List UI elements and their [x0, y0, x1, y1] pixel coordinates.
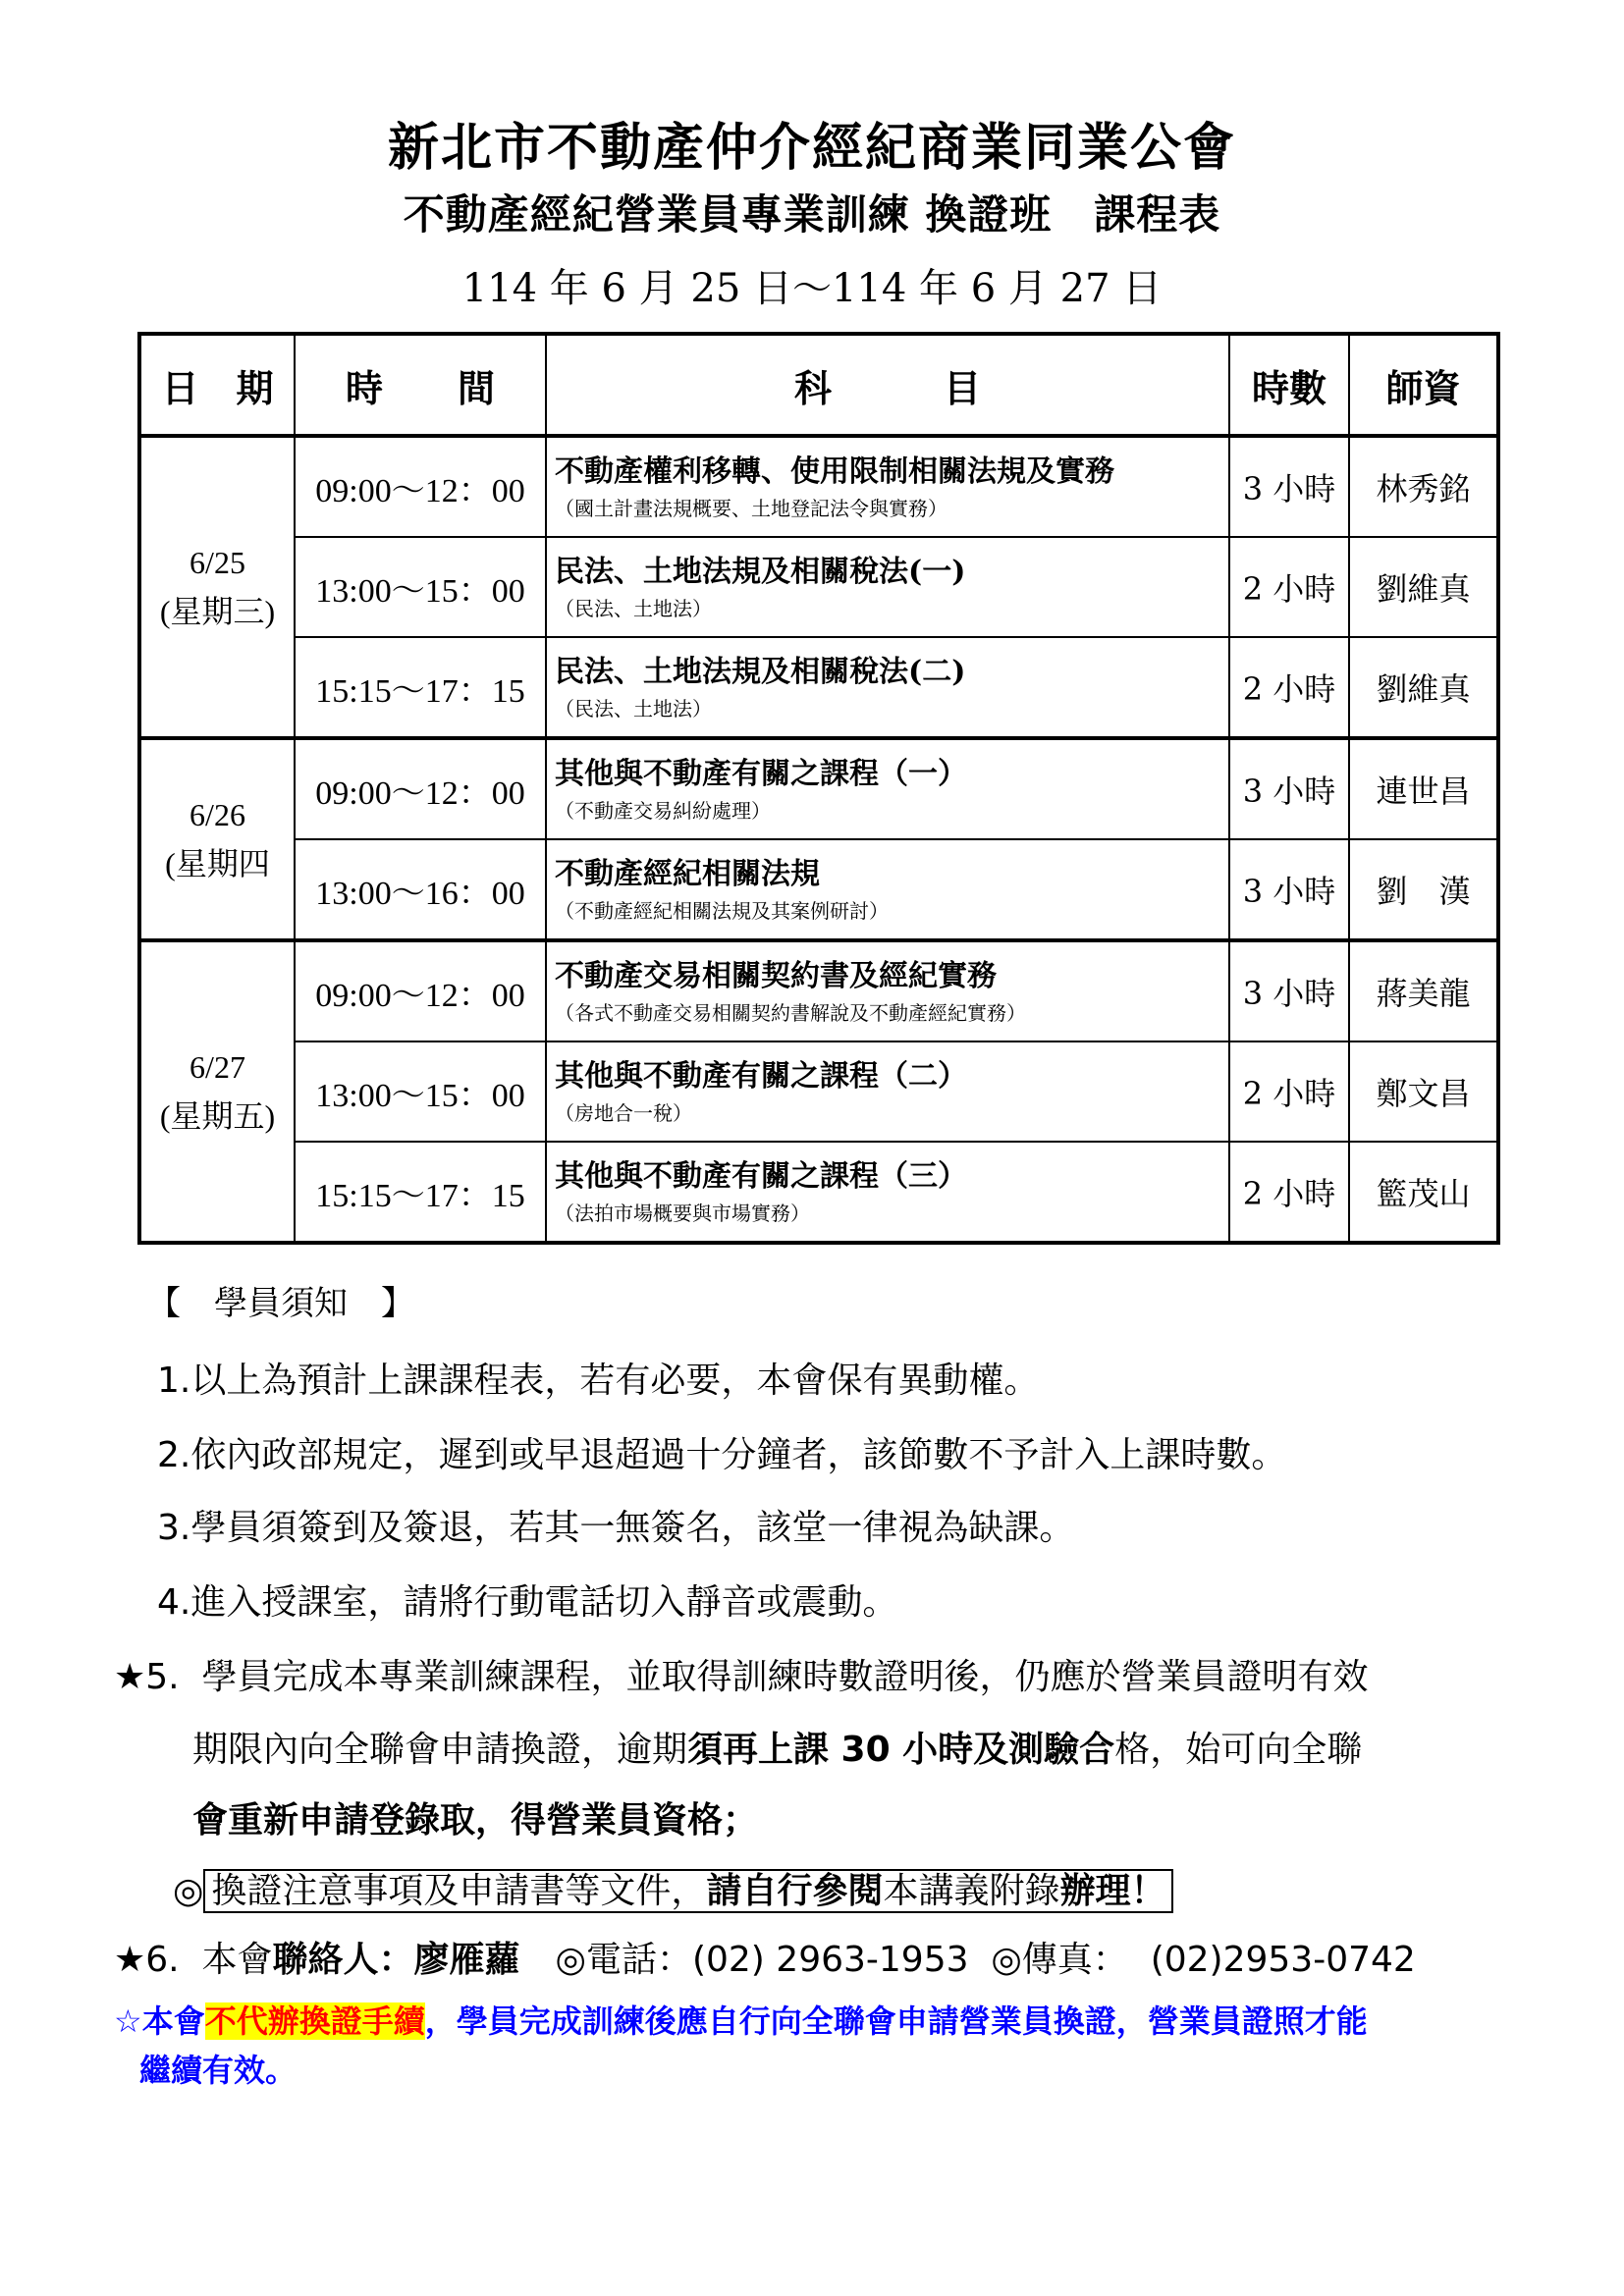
date-label: 6/26 [189, 797, 245, 832]
notice-item: 4.進入授課室，請將行動電話切入靜音或震動。 [157, 1582, 898, 1623]
course-title: 不動產經紀營業員專業訓練 換證班 課程表 [403, 190, 1221, 239]
date-cell [139, 738, 295, 940]
notice-item-5-line3: 會重新申請登錄取，得營業員資格； [192, 1800, 759, 1841]
remark-line [173, 1863, 1173, 1913]
teacher-cell: 劉維真 [1349, 637, 1498, 738]
footer-line1 [114, 1997, 1368, 2042]
footer-line2: 繼續有效。 [139, 2052, 298, 2089]
teacher-cell: 劉維真 [1349, 537, 1498, 637]
subject-title: 不動產權利移轉、使用限制相關法規及實務 [555, 454, 1114, 489]
subject-cell [546, 738, 1229, 839]
item5-emphasis: 須再上課 30 小時及測驗合 [687, 1730, 1115, 1770]
table-row [139, 537, 1498, 637]
subject-cell [546, 1041, 1229, 1142]
subject-detail: （法拍市場概要與市場實務） [555, 1201, 810, 1225]
course-period: 114 年 6 月 25 日～114 年 6 月 27 日 [461, 266, 1163, 311]
item5-text: 期限內向全聯會申請換證，逾期 [192, 1730, 688, 1770]
subject-cell [546, 436, 1229, 537]
notice-item: 1.以上為預計上課課程表，若有必要，本會保有異動權。 [157, 1361, 1040, 1401]
table-row [139, 1041, 1498, 1142]
subject-cell [546, 637, 1229, 738]
subject-detail: （不動產交易糾紛處理） [555, 799, 771, 823]
subject-title: 民法、土地法規及相關稅法(二) [555, 655, 966, 689]
org-title: 新北市不動產仲介經紀商業同業公會 [387, 118, 1236, 178]
time-cell: 13:00～15：00 [295, 537, 546, 637]
date-label: 6/27 [189, 1049, 245, 1085]
subject-detail: （國土計畫法規概要、土地登記法令與實務） [555, 497, 947, 520]
contact-line [114, 1932, 1416, 1982]
header-date: 日 期 [139, 334, 295, 436]
contact-phone-fax: ◎電話：(02) 2963-1953 ◎傳真： (02)2953-0742 [519, 1940, 1416, 1980]
header-subject: 科 目 [546, 334, 1229, 436]
subject-title: 其他與不動產有關之課程（一） [555, 757, 967, 791]
hours-cell: 2 小時 [1229, 637, 1349, 738]
table-row [139, 1142, 1498, 1243]
footer-highlight: 不代辦換證手續 [204, 2002, 425, 2040]
table-row [139, 940, 1498, 1041]
subject-title: 不動產經紀相關法規 [555, 857, 820, 891]
weekday-label: (星期五) [159, 1098, 276, 1134]
hours-cell: 3 小時 [1229, 940, 1349, 1041]
time-cell: 15:15～17：15 [295, 637, 546, 738]
remark-bullet: ◎ [173, 1871, 204, 1911]
subject-title: 其他與不動產有關之課程（二） [555, 1059, 967, 1094]
hours-cell: 3 小時 [1229, 436, 1349, 537]
teacher-cell: 籃茂山 [1349, 1142, 1498, 1243]
notice-item: 2.依內政部規定，遲到或早退超過十分鐘者，該節數不予計入上課時數。 [157, 1435, 1287, 1475]
table-row [139, 436, 1498, 537]
subject-cell [546, 1142, 1229, 1243]
subject-detail: （各式不動產交易相關契約書解說及不動產經紀實務） [555, 1001, 1026, 1025]
teacher-cell: 連世昌 [1349, 738, 1498, 839]
weekday-label: (星期四 [165, 846, 270, 881]
header-time: 時 間 [295, 334, 546, 436]
time-cell: 13:00～15：00 [295, 1041, 546, 1142]
subject-detail: （不動產經紀相關法規及其案例研討） [555, 899, 889, 923]
date-cell [139, 436, 295, 738]
footer-text: ，學員完成訓練後應自行向全聯會申請營業員換證，營業員證照才能 [424, 2002, 1368, 2040]
remark-box [203, 1869, 1173, 1913]
subject-detail: （民法、土地法） [555, 697, 712, 721]
hours-cell: 2 小時 [1229, 1142, 1349, 1243]
hours-cell: 2 小時 [1229, 1041, 1349, 1142]
remark-emphasis: 請自行參閱 [706, 1871, 884, 1911]
table-row [139, 637, 1498, 738]
table-header-row [139, 334, 1498, 436]
teacher-cell: 蔣美龍 [1349, 940, 1498, 1041]
time-cell: 15:15～17：15 [295, 1142, 546, 1243]
notice-item-5-line1: ★5. 學員完成本專業訓練課程，並取得訓練時數證明後，仍應於營業員證明有效 [114, 1657, 1369, 1697]
subject-cell [546, 839, 1229, 940]
teacher-cell: 鄭文昌 [1349, 1041, 1498, 1142]
subject-title: 不動產交易相關契約書及經紀實務 [555, 959, 997, 993]
header-teacher: 師資 [1349, 334, 1498, 436]
subject-title: 其他與不動產有關之課程（三） [555, 1159, 967, 1194]
item5-text: 格，始可向全聯 [1114, 1730, 1363, 1770]
time-cell: 09:00～12：00 [295, 436, 546, 537]
time-cell: 09:00～12：00 [295, 940, 546, 1041]
hours-cell: 3 小時 [1229, 839, 1349, 940]
remark-emphasis: 辦理！ [1059, 1871, 1166, 1911]
weekday-label: (星期三) [159, 594, 276, 629]
table-row [139, 738, 1498, 839]
subject-detail: （民法、土地法） [555, 597, 712, 620]
notice-item-5-line2 [192, 1722, 1362, 1772]
teacher-cell: 劉 漢 [1349, 839, 1498, 940]
hours-cell: 2 小時 [1229, 537, 1349, 637]
subject-title: 民法、土地法規及相關稅法(一) [555, 555, 966, 589]
contact-person: 聯絡人：廖雁蘿 [272, 1940, 520, 1980]
date-label: 6/25 [189, 545, 245, 580]
hours-cell: 3 小時 [1229, 738, 1349, 839]
contact-text: ★6. 本會 [114, 1940, 273, 1980]
notice-heading: 【 學員須知 】 [147, 1284, 414, 1323]
time-cell: 13:00～16：00 [295, 839, 546, 940]
date-cell [139, 940, 295, 1243]
teacher-cell: 林秀銘 [1349, 436, 1498, 537]
remark-text: 本講義附錄 [883, 1871, 1060, 1911]
schedule-table [137, 332, 1500, 1245]
table-row [139, 839, 1498, 940]
remark-text: 換證注意事項及申請書等文件， [211, 1871, 707, 1911]
subject-cell [546, 940, 1229, 1041]
subject-cell [546, 537, 1229, 637]
time-cell: 09:00～12：00 [295, 738, 546, 839]
subject-detail: （房地合一稅） [555, 1101, 692, 1125]
notice-item: 3.學員須簽到及簽退，若其一無簽名，該堂一律視為缺課。 [157, 1508, 1075, 1548]
footer-text: ☆本會 [114, 2002, 205, 2040]
header-hours: 時數 [1229, 334, 1349, 436]
